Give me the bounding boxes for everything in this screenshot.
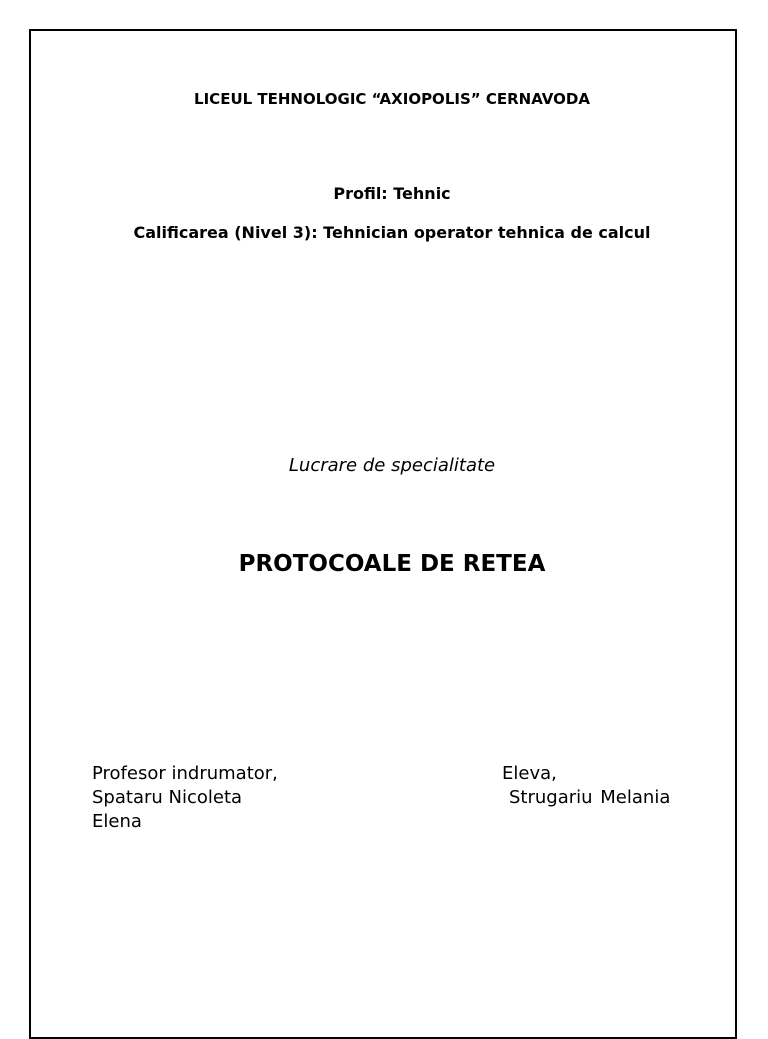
student-block	[502, 762, 670, 810]
teacher-name-line1: Spataru Nicoleta	[92, 787, 243, 808]
document-title: PROTOCOALE DE RETEA	[238, 551, 546, 577]
student-name: Strugariu Melania	[509, 787, 671, 808]
teacher-role: Profesor indrumator,	[92, 763, 278, 784]
student-role: Eleva,	[502, 763, 557, 784]
teacher-block	[92, 762, 278, 834]
work-type: Lucrare de specialitate	[288, 455, 496, 476]
page-border	[29, 29, 737, 1039]
teacher-name-line2: Elena	[92, 811, 142, 832]
profile-line: Profil: Tehnic	[333, 184, 451, 203]
qualification-line: Calificarea (Nivel 3): Tehnician operator tehnica de calcul	[133, 223, 651, 242]
school-name: LICEUL TEHNOLOGIC “AXIOPOLIS” CERNAVODA	[194, 90, 590, 108]
